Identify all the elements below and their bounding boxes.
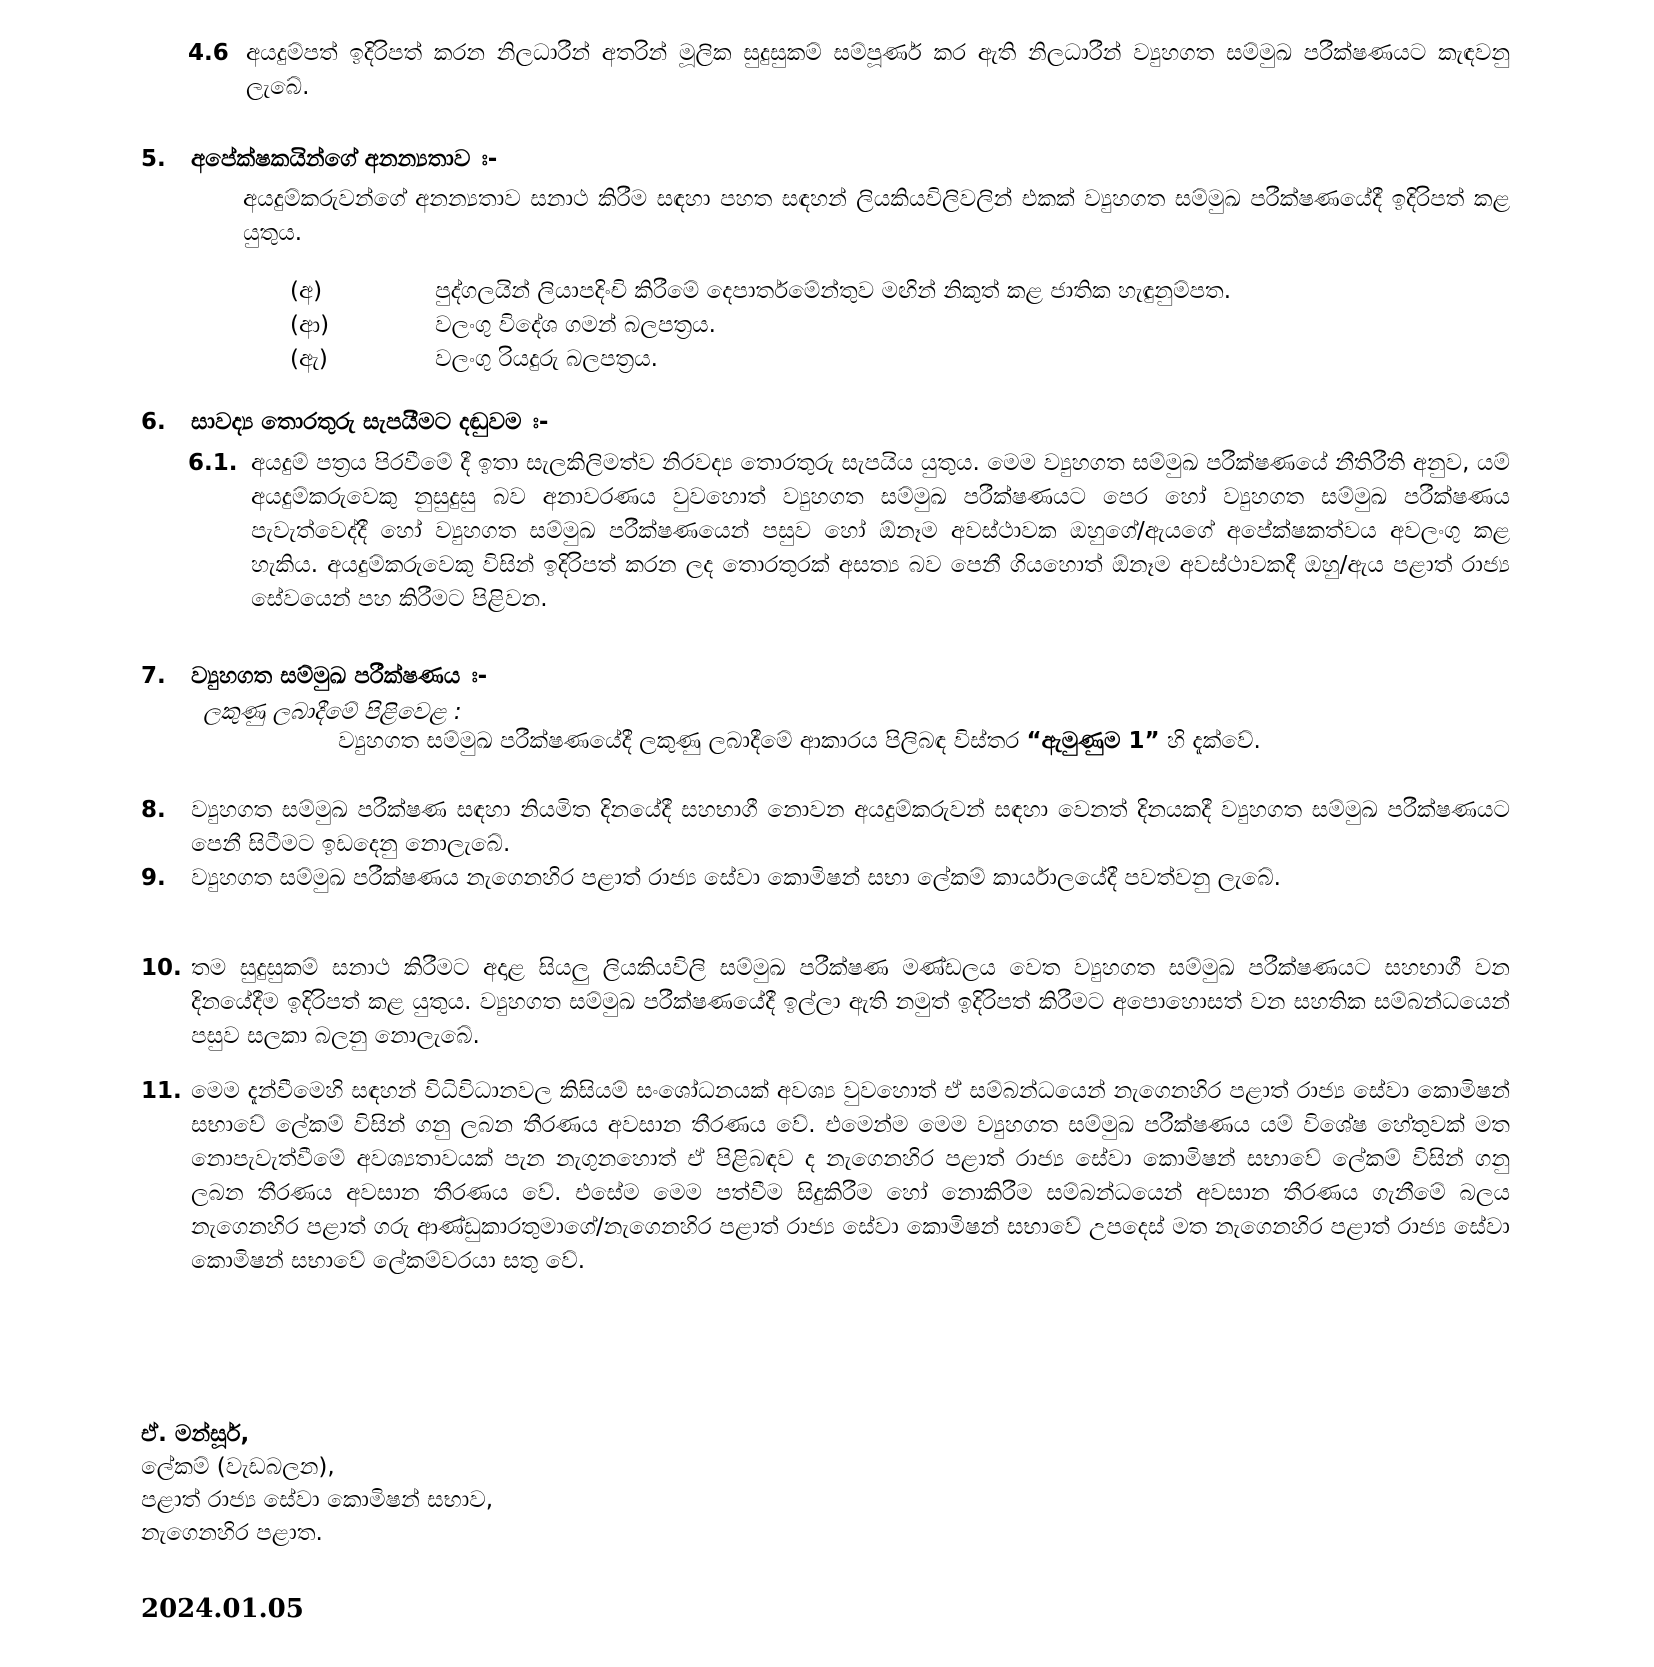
list-item (290, 308, 1490, 342)
section-6-number: 6. (141, 409, 166, 435)
item-9-number: 9. (141, 865, 166, 891)
section-6-heading: සාවද්‍ය තොරතුරු සැපයීමට දඬුවම ඃ- (191, 409, 549, 435)
signatory-organization: පළාත් රාජ්‍ය සේවා කොමිෂන් සභාව, (141, 1487, 494, 1513)
list-item-text: වලංගු විදේශ ගමන් බලපත්‍රය. (435, 312, 716, 338)
list-item-label: (ඇ) (290, 346, 328, 372)
item-6-1-number: 6.1. (188, 450, 238, 476)
item-8-text: ව්‍යුහගත සම්මුඛ පරීක්ෂණ සඳහා නියමිත දිනයේදී සහභාගී නොවන අයදුම්කරුවන් සඳහා වෙනත් දිනයකදී ව්‍යුහගත සම්මුඛ පරීක්ෂණයට පෙනී සිටීමට ඉඩදෙනු නොලැබේ. (191, 797, 1510, 857)
item-11-number: 11. (141, 1078, 182, 1104)
marking-scheme-text-before: ව්‍යුහගත සම්මුඛ පරීක්ෂණයේදී ලකුණු ලබාදීමේ ආකාරය පිලිබඳ විස්තර (338, 728, 1027, 754)
section-5-heading: අපේක්ෂකයින්ගේ අනන්‍යතාව ඃ- (191, 146, 498, 172)
signatory-name: ඒ. මන්සූර්, (141, 1421, 250, 1447)
item-11-text: මෙම දැන්වීමෙහි සඳහන් විධිවිධානවල කිසියම් සංශෝධනයක් අවශ්‍ය වුවහොත් ඒ සම්බන්ධයෙන් නැගෙනහිර පළාත් රාජ්‍ය සේවා කොමිෂන් සභාවේ ලේකම් විසින් ගනු ලබන තීරණය අවසාන තීරණය වේ. එමෙන්ම මෙම ව්‍යුහගත සම්මුඛ පරීක්ෂණය යම් විශේෂ හේතුවක් මත නොපැවැත්වීමේ අවශ්‍යතාවයක් පැන නැගුනහොත් ඒ පිළිබඳව ද නැගෙනහිර පළාත් රාජ්‍ය සේවා කොමිෂන් සභාවේ ලේකම් විසින් ගනු ලබන තීරණය අවසාන තීරණය වේ. එසේම මෙම පත්වීම සිදුකිරීම හෝ නොකිරීම සම්බන්ධයෙන් අවසාන තීරණය ගැනීමේ බලය නැගෙනහිර පළාත් ගරු ආණ්ඩුකාරතුමාගේ/නැගෙනහිර පළාත් රාජ්‍ය සේවා කොමිෂන් සභාවේ උපදෙස් මත නැගෙනහිර පළාත් රාජ්‍ය සේවා කොමිෂන් සභාවේ ලේකම්වරයා සතු වේ. (191, 1078, 1510, 1274)
signatory-province: නැගෙනහිර පළාත. (141, 1520, 323, 1546)
annex-reference: “ඇමුණුම 1” (1026, 728, 1160, 754)
document-date: 2024.01.05 (141, 1594, 304, 1624)
list-item-label: (අ) (290, 278, 323, 304)
item-9-text: ව්‍යුහගත සම්මුඛ පරීක්ෂණය නැගෙනහිර පළාත් රාජ්‍ය සේවා කොමිෂන් සභා ලේකම් කාර්යාලයේදී පවත්වනු ලැබේ. (191, 865, 1281, 891)
section-5-intro: අයදුම්කරුවන්ගේ අනන්‍යතාව සනාථ කිරීම සඳහා පහත සඳහන් ලියකියවිලිවලින් එකක් ව්‍යුහගත සම්මුඛ පරීක්ෂණයේදී ඉදිරිපත් කළ යුතුය. (243, 186, 1510, 246)
list-item-label: (ආ) (290, 312, 330, 338)
list-item (290, 274, 1490, 308)
section-7-number: 7. (141, 663, 166, 689)
marking-scheme-subheading: ලකුණු ලබාදීමේ පිළිවෙළ : (203, 699, 462, 725)
list-item-text: වලංගු රියදුරු බලපත්‍රය. (435, 346, 658, 372)
marking-scheme-text-after: හි දැක්වේ. (1159, 728, 1261, 754)
section-7-heading: ව්‍යුහගත සම්මුඛ පරීක්ෂණය ඃ- (191, 663, 488, 689)
item-10-text: තම සුදුසුකම් සනාථ කිරීමට අදාළ සියලු ලියකියවිලි සම්මුඛ පරීක්ෂණ මණ්ඩලය වෙත ව්‍යුහගත සම්මුඛ පරීක්ෂණයට සහභාගී වන දිනයේදීම ඉදිරිපත් කළ යුතුය. ව්‍යුහගත සම්මුඛ පරීක්ෂණයේදී ඉල්ලා ඇති නමුත් ඉදිරිපත් කිරීමට අපොහොසත් වන සහතික සම්බන්ධයෙන් පසුව සලකා බලනු නොලැබේ. (191, 955, 1510, 1049)
item-6-1-text: අයදුම් පත්‍රය පිරවීමේ දී ඉතා සැලකිලිමත්ව නිරවද්‍ය තොරතුරු සැපයිය යුතුය. මෙම ව්‍යුහගත සම්මුඛ පරීක්ෂණයේ නීතිරීති අනුව, යම් අයදුම්කරුවෙකු නුසුදුසු බව අනාවරණය වුවහොත් ව්‍යුහගත සම්මුඛ පරීක්ෂණයට පෙර හෝ ව්‍යුහගත සම්මුඛ පරීක්ෂණය පැවැත්වෙද්දී හෝ ව්‍යුහගත සම්මුඛ පරීක්ෂණයෙන් පසුව හෝ ඕනෑම අවස්ථාවක ඔහුගේ/ඇයගේ අපේක්ෂකත්වය අවලංගු කළ හැකිය. අයදුම්කරුවෙකු විසින් ඉදිරිපත් කරන ලද තොරතුරක් අසත්‍ය බව පෙනී ගියහොත් ඕනෑම අවස්ථාවකදී ඔහු/ඇය පළාත් රාජ්‍ය සේවයෙන් පහ කිරීමට පිළිවන. (251, 450, 1510, 612)
section-5-number: 5. (141, 146, 166, 172)
marking-scheme-text (338, 724, 1261, 758)
list-item (290, 342, 1490, 376)
id-document-list (290, 274, 1490, 376)
signature-block (141, 1418, 493, 1550)
item-8-number: 8. (141, 797, 166, 823)
list-item-text: පුද්ගලයින් ලියාපදිංචි කිරීමේ දෙපාර්තමේන්තුව මඟින් නිකුත් කළ ජාතික හැඳුනුම්පත. (435, 278, 1232, 304)
item-10-number: 10. (141, 955, 182, 981)
signatory-title: ලේකම් (වැඩබලන), (141, 1454, 335, 1480)
item-4-6-number: 4.6 (188, 40, 229, 66)
item-4-6-text: අයදුම්පත් ඉදිරිපත් කරන නිලධාරීන් අතරින් මූලික සුදුසුකම් සම්පූර්ණ කර ඇති නිලධාරීන් ව්‍යුහගත සම්මුඛ පරීක්ෂණයට කැඳවනු ලැබේ. (246, 40, 1510, 100)
